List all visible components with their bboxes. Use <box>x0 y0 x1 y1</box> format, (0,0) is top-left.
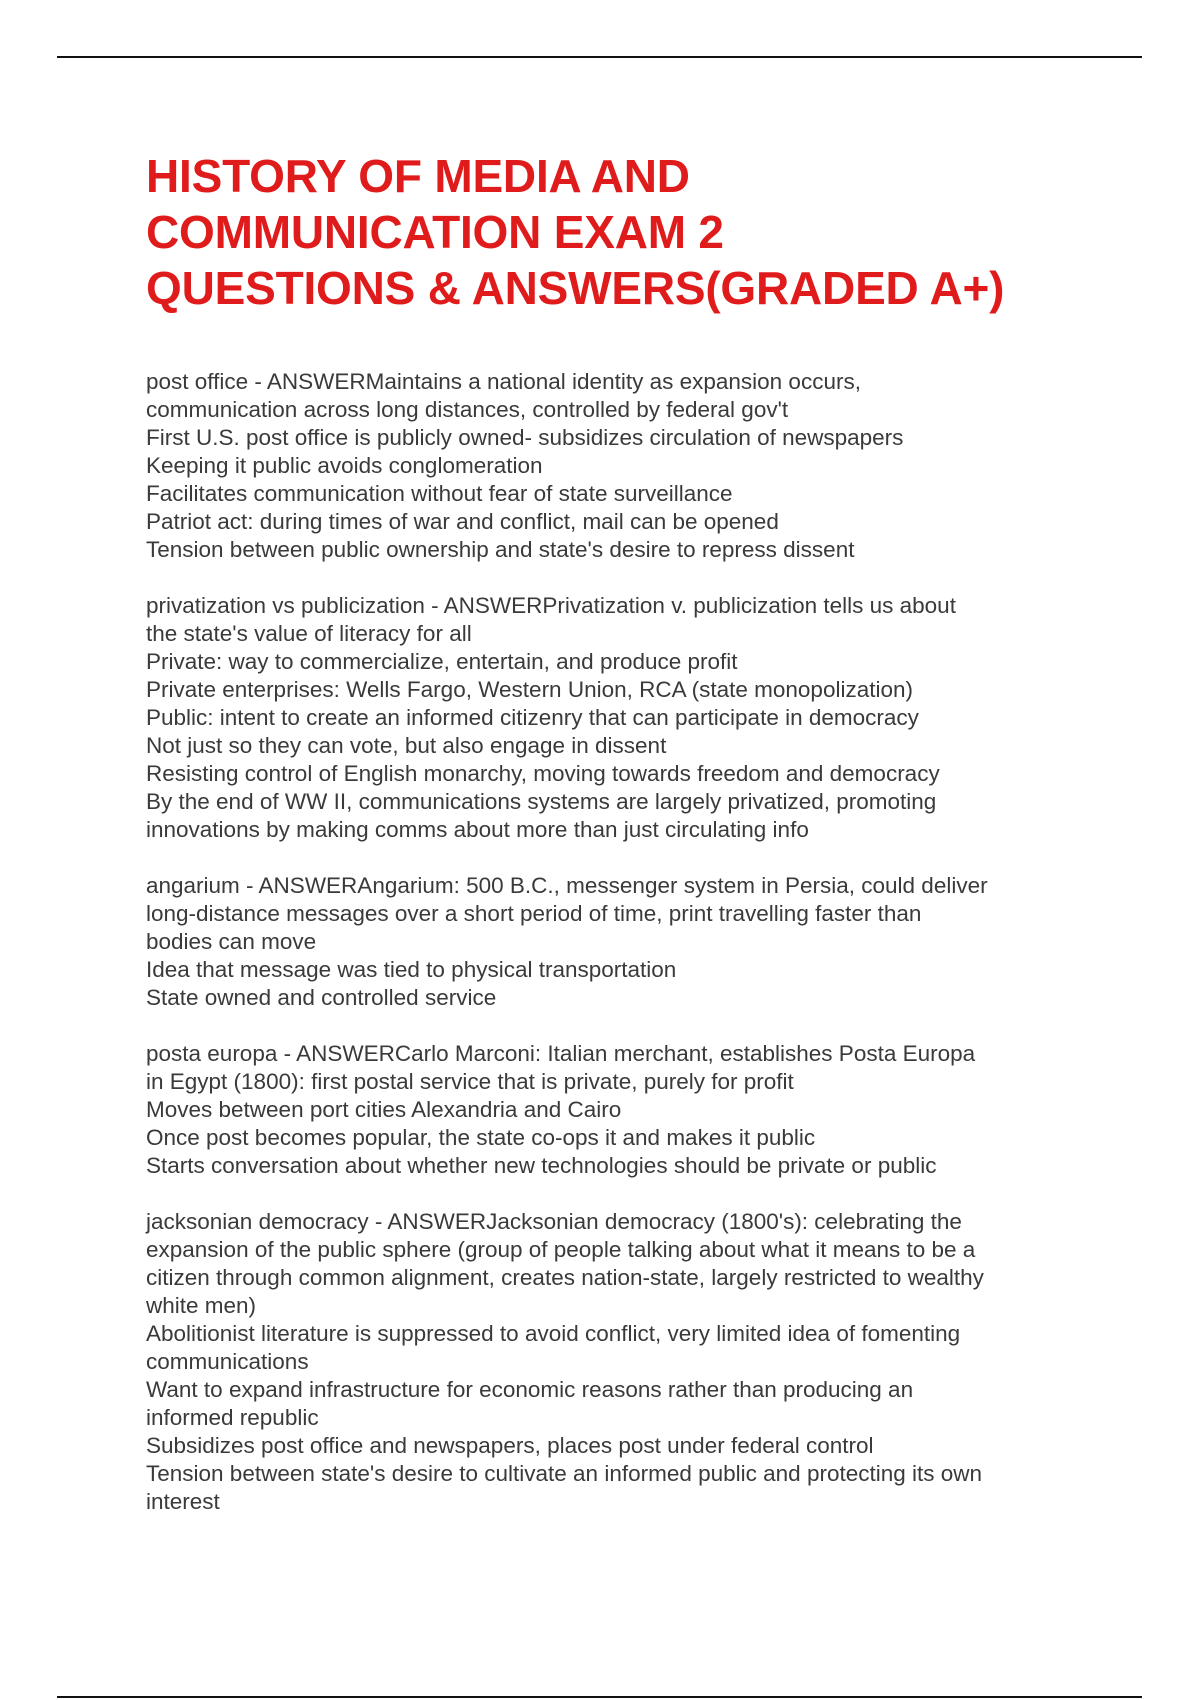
qa-line: post office - ANSWERMaintains a national identity as expansion occurs, <box>146 369 861 394</box>
qa-line: Facilitates communication without fear of state surveillance <box>146 481 733 506</box>
qa-line: Private: way to commercialize, entertain, and produce profit <box>146 649 738 674</box>
qa-line: posta europa - ANSWERCarlo Marconi: Italian merchant, establishes Posta Europa <box>146 1041 976 1066</box>
qa-line: Resisting control of English monarchy, moving towards freedom and democracy <box>146 761 940 786</box>
title-line: COMMUNICATION EXAM 2 <box>146 206 724 258</box>
document-title <box>146 148 1106 316</box>
qa-line: Tension between public ownership and state's desire to repress dissent <box>146 537 855 562</box>
qa-line: communications <box>146 1349 309 1374</box>
qa-entry <box>146 368 1086 564</box>
qa-line: By the end of WW II, communications systems are largely privatized, promoting <box>146 789 937 814</box>
qa-line: Abolitionist literature is suppressed to avoid conflict, very limited idea of fomenting <box>146 1321 961 1346</box>
qa-line: jacksonian democracy - ANSWERJacksonian democracy (1800's): celebrating the <box>146 1209 962 1234</box>
qa-line: long-distance messages over a short period of time, print travelling faster than <box>146 901 922 926</box>
document-body <box>146 368 1086 1516</box>
qa-line: Moves between port cities Alexandria and Cairo <box>146 1097 622 1122</box>
qa-line: white men) <box>146 1293 257 1318</box>
qa-line: citizen through common alignment, creates nation-state, largely restricted to wealthy <box>146 1265 984 1290</box>
qa-line: State owned and controlled service <box>146 985 497 1010</box>
qa-line: Idea that message was tied to physical transportation <box>146 957 677 982</box>
qa-line: expansion of the public sphere (group of people talking about what it means to be a <box>146 1237 976 1262</box>
qa-line: interest <box>146 1489 220 1514</box>
qa-entry <box>146 1040 1086 1180</box>
qa-line: Not just so they can vote, but also engage in dissent <box>146 733 667 758</box>
qa-line: angarium - ANSWERAngarium: 500 B.C., messenger system in Persia, could deliver <box>146 873 988 898</box>
qa-line: Want to expand infrastructure for economic reasons rather than producing an <box>146 1377 914 1402</box>
qa-line: Private enterprises: Wells Fargo, Western Union, RCA (state monopolization) <box>146 677 913 702</box>
title-line: QUESTIONS & ANSWERS(GRADED A+) <box>146 262 1005 314</box>
qa-line: the state's value of literacy for all <box>146 621 472 646</box>
qa-line: bodies can move <box>146 929 317 954</box>
qa-line: innovations by making comms about more than just circulating info <box>146 817 809 842</box>
qa-line: First U.S. post office is publicly owned- subsidizes circulation of newspapers <box>146 425 904 450</box>
qa-line: Once post becomes popular, the state co-ops it and makes it public <box>146 1125 816 1150</box>
qa-line: in Egypt (1800): first postal service that is private, purely for profit <box>146 1069 794 1094</box>
qa-line: Subsidizes post office and newspapers, places post under federal control <box>146 1433 874 1458</box>
qa-line: Starts conversation about whether new technologies should be private or public <box>146 1153 937 1178</box>
qa-line: communication across long distances, controlled by federal gov't <box>146 397 789 422</box>
qa-line: privatization vs publicization - ANSWERPrivatization v. publicization tells us about <box>146 593 956 618</box>
qa-line: Public: intent to create an informed citizenry that can participate in democracy <box>146 705 919 730</box>
qa-line: Tension between state's desire to cultivate an informed public and protecting its own <box>146 1461 983 1486</box>
top-divider <box>57 56 1142 58</box>
qa-entry <box>146 592 1086 844</box>
qa-line: informed republic <box>146 1405 319 1430</box>
bottom-divider <box>57 1696 1142 1698</box>
qa-entry <box>146 872 1086 1012</box>
qa-entry <box>146 1208 1086 1516</box>
title-line: HISTORY OF MEDIA AND <box>146 150 690 202</box>
qa-line: Patriot act: during times of war and conflict, mail can be opened <box>146 509 779 534</box>
qa-line: Keeping it public avoids conglomeration <box>146 453 543 478</box>
